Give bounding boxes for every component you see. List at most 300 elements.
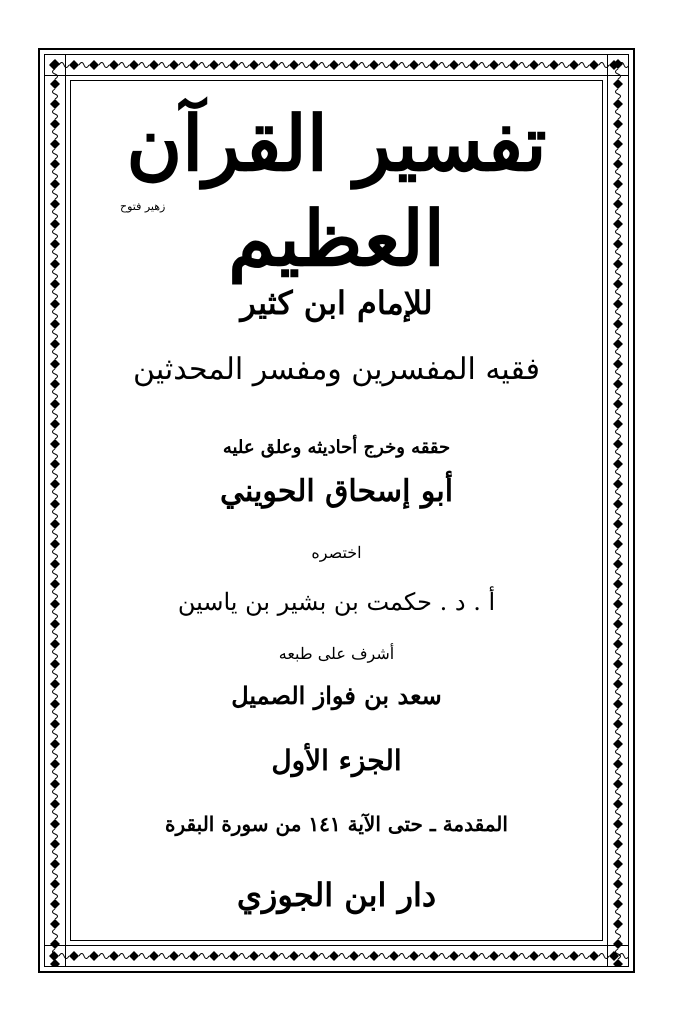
ornament-scroll [53, 389, 58, 399]
ornament-diamond [50, 779, 60, 789]
ornament-scroll [53, 409, 58, 419]
ornament-scroll [319, 63, 329, 68]
ornament-scroll [616, 429, 621, 439]
ornament-diamond [349, 951, 359, 961]
ornament-diamond [469, 60, 479, 70]
ornament-scroll [616, 949, 621, 959]
ornament-scroll [319, 954, 329, 959]
ornament-diamond [613, 919, 623, 929]
editor-role: حققه وخرج أحاديثه وعلق عليه [222, 437, 451, 458]
ornament-scroll [53, 329, 58, 339]
ornament-diamond [613, 819, 623, 829]
ornament-scroll [616, 309, 621, 319]
ornament-diamond [50, 299, 60, 309]
ornament-scroll [459, 954, 469, 959]
ornament-scroll [53, 229, 58, 239]
editor-name: أبو إسحاق الحويني [219, 474, 454, 509]
ornament-diamond [613, 539, 623, 549]
ornament-scroll [616, 369, 621, 379]
volume-scope: المقدمة ـ حتى الآية ١٤١ من سورة البقرة [165, 812, 508, 836]
ornament-diamond [613, 739, 623, 749]
ornament-scroll [616, 449, 621, 459]
volume-label: الجزء الأول [271, 744, 402, 777]
ornament-scroll [279, 63, 289, 68]
ornament-diamond [189, 951, 199, 961]
ornament-diamond [89, 60, 99, 70]
ornament-scroll [53, 929, 58, 939]
ornament-diamond [50, 479, 60, 489]
ornament-diamond [50, 459, 60, 469]
ornament-band-right [607, 54, 629, 967]
ornament-diamond [389, 60, 399, 70]
ornament-diamond [369, 60, 379, 70]
ornament-diamond [149, 60, 159, 70]
ornament-band-top [44, 54, 629, 76]
ornament-diamond [50, 119, 60, 129]
ornament-diamond [269, 951, 279, 961]
ornament-diamond [489, 951, 499, 961]
ornament-scroll [616, 529, 621, 539]
ornament-diamond [169, 951, 179, 961]
ornament-scroll [219, 63, 229, 68]
author-name: للإمام ابن كثير [240, 284, 433, 322]
ornament-scroll [616, 229, 621, 239]
ornament-scroll [519, 954, 529, 959]
ornament-diamond [613, 259, 623, 269]
ornament-scroll [479, 954, 489, 959]
ornament-scroll [53, 769, 58, 779]
ornament-scroll [259, 63, 269, 68]
ornament-diamond [613, 239, 623, 249]
ornament-diamond [569, 951, 579, 961]
ornament-scroll [616, 929, 621, 939]
ornament-diamond [329, 60, 339, 70]
ornament-scroll [379, 954, 389, 959]
ornament-diamond [50, 259, 60, 269]
ornament-scroll [616, 489, 621, 499]
ornament-scroll [616, 169, 621, 179]
ornament-diamond [409, 60, 419, 70]
ornament-diamond [50, 439, 60, 449]
ornament-diamond [50, 759, 60, 769]
ornament-band-bottom [44, 945, 629, 967]
ornament-diamond [613, 879, 623, 889]
ornament-scroll [616, 789, 621, 799]
ornament-diamond [50, 239, 60, 249]
ornament-diamond [549, 951, 559, 961]
ornament-diamond [50, 739, 60, 749]
ornament-scroll [559, 954, 569, 959]
ornament-diamond [169, 60, 179, 70]
ornament-diamond [289, 951, 299, 961]
ornament-diamond [449, 60, 459, 70]
ornament-band-left [44, 54, 66, 967]
ornament-scroll [159, 63, 169, 68]
ornament-scroll [53, 729, 58, 739]
ornament-scroll [119, 63, 129, 68]
ornament-scroll [53, 829, 58, 839]
ornament-diamond [389, 951, 399, 961]
ornament-diamond [269, 60, 279, 70]
ornament-scroll [616, 689, 621, 699]
ornament-scroll [616, 609, 621, 619]
ornament-diamond [50, 819, 60, 829]
ornament-diamond [449, 951, 459, 961]
ornament-diamond [50, 199, 60, 209]
ornament-diamond [50, 399, 60, 409]
ornament-diamond [50, 719, 60, 729]
ornament-diamond [613, 339, 623, 349]
ornament-diamond [613, 839, 623, 849]
ornament-diamond [50, 59, 60, 69]
ornament-diamond [529, 951, 539, 961]
ornament-scroll [199, 954, 209, 959]
ornament-scroll [53, 109, 58, 119]
ornament-diamond [613, 619, 623, 629]
ornament-scroll [616, 109, 621, 119]
ornament-scroll [399, 954, 409, 959]
ornament-diamond [613, 219, 623, 229]
ornament-diamond [613, 859, 623, 869]
ornament-scroll [53, 449, 58, 459]
ornament-diamond [50, 419, 60, 429]
ornament-diamond [613, 659, 623, 669]
ornament-diamond [613, 119, 623, 129]
ornament-diamond [613, 459, 623, 469]
ornament-scroll [53, 629, 58, 639]
ornament-scroll [279, 954, 289, 959]
ornament-diamond [50, 699, 60, 709]
ornament-diamond [50, 139, 60, 149]
ornament-diamond [613, 479, 623, 489]
ornament-diamond [409, 951, 419, 961]
ornament-scroll [539, 63, 549, 68]
ornament-diamond [69, 951, 79, 961]
ornament-scroll [339, 954, 349, 959]
ornament-diamond [209, 60, 219, 70]
ornament-scroll [53, 489, 58, 499]
ornament-scroll [359, 954, 369, 959]
ornament-diamond [489, 60, 499, 70]
ornament-scroll [616, 749, 621, 759]
ornament-diamond [613, 559, 623, 569]
ornament-scroll [239, 63, 249, 68]
ornament-diamond [50, 939, 60, 949]
ornament-scroll [616, 89, 621, 99]
ornament-diamond [469, 951, 479, 961]
ornament-diamond [50, 379, 60, 389]
ornament-scroll [53, 269, 58, 279]
author-epithet: فقيه المفسرين ومفسر المحدثين [133, 352, 540, 387]
ornament-scroll [616, 209, 621, 219]
ornament-diamond [613, 439, 623, 449]
ornament-scroll [459, 63, 469, 68]
ornament-diamond [149, 951, 159, 961]
ornament-scroll [53, 609, 58, 619]
ornament-scroll [616, 569, 621, 579]
ornament-scroll [139, 954, 149, 959]
ornament-scroll [616, 409, 621, 419]
ornament-diamond [50, 579, 60, 589]
ornament-diamond [50, 679, 60, 689]
ornament-diamond [50, 179, 60, 189]
ornament-diamond [613, 639, 623, 649]
ornament-diamond [613, 519, 623, 529]
calligrapher-signature: زهير فتوح [120, 200, 166, 213]
ornament-diamond [589, 951, 599, 961]
ornament-diamond [429, 951, 439, 961]
abridger-role: اختصره [311, 543, 362, 562]
ornament-scroll [399, 63, 409, 68]
ornament-scroll [299, 954, 309, 959]
ornament-scroll [119, 954, 129, 959]
ornament-scroll [419, 954, 429, 959]
ornament-scroll [616, 289, 621, 299]
ornament-diamond [549, 60, 559, 70]
ornament-scroll [579, 954, 589, 959]
ornament-scroll [616, 329, 621, 339]
ornament-diamond [229, 951, 239, 961]
ornament-diamond [129, 951, 139, 961]
ornament-diamond [50, 79, 60, 89]
ornament-diamond [289, 60, 299, 70]
ornament-scroll [559, 63, 569, 68]
ornament-diamond [50, 359, 60, 369]
ornament-diamond [189, 60, 199, 70]
ornament-diamond [309, 60, 319, 70]
ornament-diamond [613, 719, 623, 729]
ornament-diamond [509, 951, 519, 961]
ornament-scroll [53, 189, 58, 199]
ornament-scroll [53, 349, 58, 359]
abridger-name: أ . د . حكمت بن بشير بن ياسين [177, 588, 496, 616]
ornament-scroll [616, 549, 621, 559]
ornament-diamond [613, 79, 623, 89]
supervisor-role: أشرف على طبعه [278, 644, 395, 663]
ornament-diamond [249, 60, 259, 70]
supervisor-name: سعد بن فواز الصميل [231, 681, 442, 710]
ornament-diamond [50, 279, 60, 289]
ornament-scroll [53, 149, 58, 159]
ornament-scroll [616, 729, 621, 739]
ornament-scroll [53, 909, 58, 919]
ornament-scroll [299, 63, 309, 68]
ornament-scroll [616, 389, 621, 399]
ornament-diamond [309, 951, 319, 961]
book-title: تفسير القرآن العظيم [126, 99, 547, 283]
ornament-scroll [499, 63, 509, 68]
ornament-diamond [50, 879, 60, 889]
ornament-diamond [613, 139, 623, 149]
ornament-diamond [50, 659, 60, 669]
ornament-scroll [53, 469, 58, 479]
ornament-diamond [209, 951, 219, 961]
ornament-scroll [359, 63, 369, 68]
ornament-diamond [613, 959, 623, 967]
ornament-diamond [569, 60, 579, 70]
ornament-scroll [616, 269, 621, 279]
ornament-scroll [616, 69, 621, 79]
ornament-diamond [613, 799, 623, 809]
ornament-scroll [479, 63, 489, 68]
ornament-diamond [613, 319, 623, 329]
ornament-diamond [589, 60, 599, 70]
ornament-scroll [99, 954, 109, 959]
ornament-scroll [53, 649, 58, 659]
ornament-diamond [349, 60, 359, 70]
ornament-diamond [613, 419, 623, 429]
ornament-scroll [616, 849, 621, 859]
ornament-scroll [616, 669, 621, 679]
ornament-scroll [519, 63, 529, 68]
ornament-diamond [50, 519, 60, 529]
ornament-diamond [613, 359, 623, 369]
ornament-scroll [53, 509, 58, 519]
ornament-scroll [53, 889, 58, 899]
ornament-diamond [50, 159, 60, 169]
ornament-scroll [616, 709, 621, 719]
ornament-scroll [53, 249, 58, 259]
ornament-scroll [179, 63, 189, 68]
ornament-diamond [50, 99, 60, 109]
ornament-scroll [53, 869, 58, 879]
ornament-diamond [613, 159, 623, 169]
ornament-scroll [53, 949, 58, 959]
ornament-diamond [249, 951, 259, 961]
ornament-diamond [613, 579, 623, 589]
ornament-scroll [616, 769, 621, 779]
ornament-scroll [339, 63, 349, 68]
ornament-scroll [79, 954, 89, 959]
ornament-scroll [419, 63, 429, 68]
ornament-diamond [50, 619, 60, 629]
ornament-scroll [199, 63, 209, 68]
ornament-scroll [53, 169, 58, 179]
ornament-scroll [53, 549, 58, 559]
ornament-scroll [53, 569, 58, 579]
ornament-scroll [579, 63, 589, 68]
ornament-scroll [379, 63, 389, 68]
ornament-diamond [50, 839, 60, 849]
ornament-diamond [613, 699, 623, 709]
ornament-scroll [79, 63, 89, 68]
ornament-diamond [613, 599, 623, 609]
ornament-diamond [509, 60, 519, 70]
ornament-diamond [613, 199, 623, 209]
ornament-diamond [613, 679, 623, 689]
ornament-diamond [369, 951, 379, 961]
ornament-scroll [53, 709, 58, 719]
ornament-scroll [53, 529, 58, 539]
ornament-scroll [53, 849, 58, 859]
ornament-scroll [259, 954, 269, 959]
ornament-scroll [53, 789, 58, 799]
ornament-scroll [616, 349, 621, 359]
ornament-diamond [329, 951, 339, 961]
ornament-scroll [139, 63, 149, 68]
ornament-diamond [429, 60, 439, 70]
ornament-diamond [613, 899, 623, 909]
ornament-diamond [613, 299, 623, 309]
ornament-scroll [439, 63, 449, 68]
ornament-diamond [613, 779, 623, 789]
ornament-diamond [613, 279, 623, 289]
ornament-diamond [50, 559, 60, 569]
ornament-scroll [53, 669, 58, 679]
ornament-scroll [616, 889, 621, 899]
ornament-scroll [99, 63, 109, 68]
ornament-scroll [616, 129, 621, 139]
ornament-scroll [616, 189, 621, 199]
ornament-diamond [613, 379, 623, 389]
ornament-diamond [50, 899, 60, 909]
ornament-diamond [50, 859, 60, 869]
ornament-diamond [50, 959, 60, 967]
ornament-scroll [53, 289, 58, 299]
ornament-diamond [529, 60, 539, 70]
ornament-diamond [50, 919, 60, 929]
ornament-diamond [50, 639, 60, 649]
ornament-scroll [499, 954, 509, 959]
ornament-scroll [616, 149, 621, 159]
ornament-scroll [616, 869, 621, 879]
ornament-diamond [50, 499, 60, 509]
ornament-diamond [613, 499, 623, 509]
ornament-scroll [616, 629, 621, 639]
ornament-scroll [53, 69, 58, 79]
ornament-scroll [53, 749, 58, 759]
publisher-name: دار ابن الجوزي [236, 876, 437, 914]
ornament-scroll [53, 89, 58, 99]
ornament-diamond [613, 59, 623, 69]
ornament-diamond [613, 99, 623, 109]
ornament-diamond [50, 599, 60, 609]
ornament-diamond [613, 399, 623, 409]
ornament-scroll [53, 689, 58, 699]
ornament-scroll [616, 809, 621, 819]
ornament-scroll [439, 954, 449, 959]
ornament-diamond [89, 951, 99, 961]
ornament-scroll [219, 954, 229, 959]
ornament-scroll [53, 809, 58, 819]
ornament-scroll [53, 209, 58, 219]
ornament-diamond [69, 60, 79, 70]
ornament-diamond [613, 759, 623, 769]
ornament-diamond [50, 319, 60, 329]
ornament-diamond [613, 179, 623, 189]
ornament-scroll [616, 589, 621, 599]
ornament-scroll [616, 649, 621, 659]
ornament-scroll [239, 954, 249, 959]
ornament-diamond [50, 539, 60, 549]
ornament-diamond [613, 939, 623, 949]
ornament-scroll [616, 829, 621, 839]
ornament-scroll [616, 909, 621, 919]
ornament-scroll [616, 509, 621, 519]
ornament-diamond [129, 60, 139, 70]
ornament-diamond [50, 799, 60, 809]
ornament-scroll [53, 309, 58, 319]
ornament-scroll [53, 369, 58, 379]
ornament-scroll [539, 954, 549, 959]
ornament-scroll [53, 129, 58, 139]
ornament-diamond [50, 219, 60, 229]
ornament-scroll [616, 249, 621, 259]
ornament-diamond [109, 951, 119, 961]
ornament-scroll [53, 429, 58, 439]
ornament-scroll [179, 954, 189, 959]
ornament-diamond [109, 60, 119, 70]
